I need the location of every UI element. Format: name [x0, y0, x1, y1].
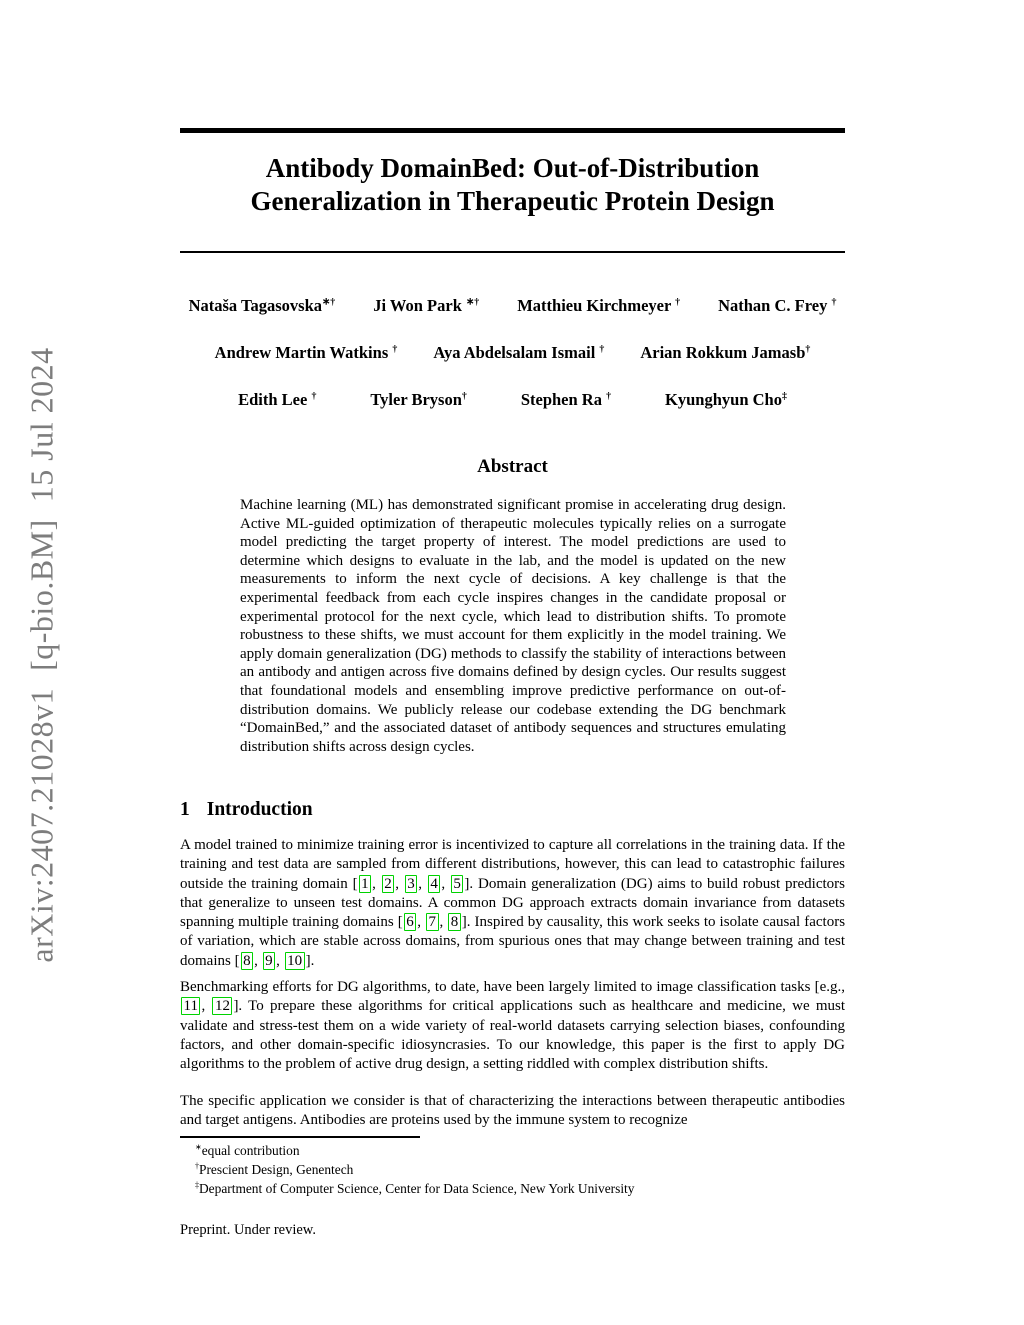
author-name: Andrew Martin Watkins — [214, 343, 393, 362]
author — [215, 343, 398, 363]
citation-link[interactable]: 11 — [181, 997, 200, 1015]
author-affiliation-mark: † — [311, 390, 317, 402]
author-name: Stephen Ra — [520, 390, 607, 409]
footnote — [180, 1141, 845, 1160]
abstract-heading: Abstract — [477, 456, 548, 477]
citation-link[interactable]: 1 — [359, 875, 372, 893]
footnote — [180, 1160, 845, 1179]
author-block — [180, 296, 845, 437]
footnote-text: equal contribution — [201, 1143, 300, 1158]
author-affiliation-mark: † — [675, 296, 681, 308]
author — [718, 296, 836, 316]
citation-link[interactable]: 8 — [241, 952, 254, 970]
footnote-mark: † — [195, 1161, 200, 1171]
section-number: 1 — [180, 799, 190, 820]
footnote-text: Prescient Design, Genentech — [199, 1162, 354, 1177]
author-row-1 — [180, 296, 845, 316]
author — [517, 296, 680, 316]
title-rule-bottom — [180, 251, 845, 253]
author-row-2 — [180, 343, 845, 363]
preprint-note: Preprint. Under review. — [180, 1222, 316, 1238]
author — [665, 390, 787, 410]
footnote-rule — [180, 1136, 420, 1138]
author-name: Ji Won Park — [373, 296, 466, 315]
title-line-1: Antibody DomainBed: Out-of-Distribution — [265, 153, 760, 183]
title-line-2: Generalization in Therapeutic Protein Design — [250, 186, 775, 216]
intro-paragraph-1: A model trained to minimize training error is incentivized to capture all correlations in the training data. If the training and test data are sampled from different distributions, however, this can lead to catastrophic failures outside the training domain [ 1 , 2 , 3 , 4 , 5 ]. Domain generalization (DG) aims to build robust predictors that generalize to unseen test domains. A common DG approach extracts domain invariance from datasets spanning multiple training domains [ 6 , 7 , 8 ]. Inspired by causality, this work seeks to isolate causal factors of variation, which are stable across domains, from spurious ones that may change between training and test domains [ 8 , 9 , 10 ]. — [180, 837, 846, 969]
author-row-3 — [180, 390, 845, 410]
footnote-mark: ‡ — [195, 1180, 200, 1190]
author-affiliation-mark: † — [831, 296, 837, 308]
author-name: Nataša Tagasovska — [188, 296, 323, 315]
citation-link[interactable]: 7 — [426, 913, 439, 931]
author — [238, 390, 316, 410]
author-affiliation-mark: † — [805, 343, 811, 355]
footnote — [180, 1179, 845, 1198]
citation-link[interactable]: 3 — [405, 875, 418, 893]
intro-paragraph-2: Benchmarking efforts for DG algorithms, to date, have been largely limited to image classification tasks [e.g., 11 , 12 ]. To prepare these algorithms for critical applications such as healthcare and medicine, we must validate and stress-test them on a wide variety of real-world datasets carrying selection biases, confounding factors, and other domain-specific idiosyncrasies. To our knowledge, this paper is the first to apply DG algorithms to the problem of active drug design, a setting riddled with complex distribution shifts. — [180, 979, 846, 1073]
citation-link[interactable]: 12 — [212, 997, 232, 1015]
author-name: Matthieu Kirchmeyer — [517, 296, 676, 315]
citation-link[interactable]: 2 — [382, 875, 395, 893]
author-name: Tyler Bryson — [370, 390, 462, 409]
paper-title — [180, 152, 845, 218]
author-name: Nathan C. Frey — [718, 296, 832, 315]
citation-link[interactable]: 9 — [263, 952, 276, 970]
citation-link[interactable]: 10 — [285, 952, 305, 970]
author — [189, 296, 336, 316]
author-affiliation-mark: ∗† — [466, 296, 480, 308]
author-name: Kyunghyun Cho — [665, 390, 782, 409]
author-name: Edith Lee — [238, 390, 312, 409]
citation-link[interactable]: 4 — [428, 875, 441, 893]
author — [370, 390, 466, 410]
author-affiliation-mark: † — [392, 343, 398, 355]
footnote-block — [180, 1141, 845, 1198]
title-rule-top — [180, 128, 845, 133]
author — [640, 343, 810, 363]
author-affiliation-mark: ∗† — [322, 296, 336, 308]
author-affiliation-mark: † — [599, 343, 605, 355]
section-title: Introduction — [206, 799, 313, 820]
intro-paragraph-3: The specific application we consider is that of characterizing the interactions between therapeutic antibodies and target antigens. Antibodies are proteins used by the immune system to recognize — [180, 1093, 845, 1129]
citation-link[interactable]: 8 — [448, 913, 461, 931]
paper-content — [180, 0, 845, 1325]
arxiv-stamp: arXiv:2407.21028v1 [q-bio.BM] 15 Jul 2024 — [23, 347, 60, 963]
author-affiliation-mark: ‡ — [781, 390, 787, 402]
citation-link[interactable]: 5 — [451, 875, 464, 893]
citation-link[interactable]: 6 — [404, 913, 417, 931]
footnote-text: Department of Computer Science, Center for Data Science, New York University — [199, 1181, 635, 1196]
footnote-mark: ∗ — [195, 1142, 202, 1152]
abstract-text: Machine learning (ML) has demonstrated significant promise in accelerating drug design. Active ML-guided optimization of therapeutic molecules typically relies on a surrogate model predicting the target property of interest. The model predictions are used to determine which designs to evaluate in the lab, and the model is updated on the new measurements to inform the next cycle of decisions. A key challenge is that the experimental feedback from each cycle inspires changes in the candidate proposal or experimental protocol for the next cycle, which lead to distribution shifts. To promote robustness to these shifts, we must account for them explicitly in the model training. We apply domain generalization (DG) methods to classify the stability of interactions between an antibody and antigen across five domains defined by design cycles. Our results suggest that foundational models and ensembling improve predictive performance on out-of-distribution domains. We publicly release our codebase extending the DG benchmark “DomainBed,” and the associated dataset of antibody sequences and structures emulating distribution shifts across design cycles. — [240, 497, 786, 755]
author — [521, 390, 611, 410]
author-name: Arian Rokkum Jamasb — [640, 343, 806, 362]
author — [373, 296, 479, 316]
author-affiliation-mark: † — [461, 390, 467, 402]
section-heading-introduction — [180, 799, 313, 821]
author-name: Aya Abdelsalam Ismail — [433, 343, 600, 362]
author-affiliation-mark: † — [606, 390, 612, 402]
author — [433, 343, 604, 363]
